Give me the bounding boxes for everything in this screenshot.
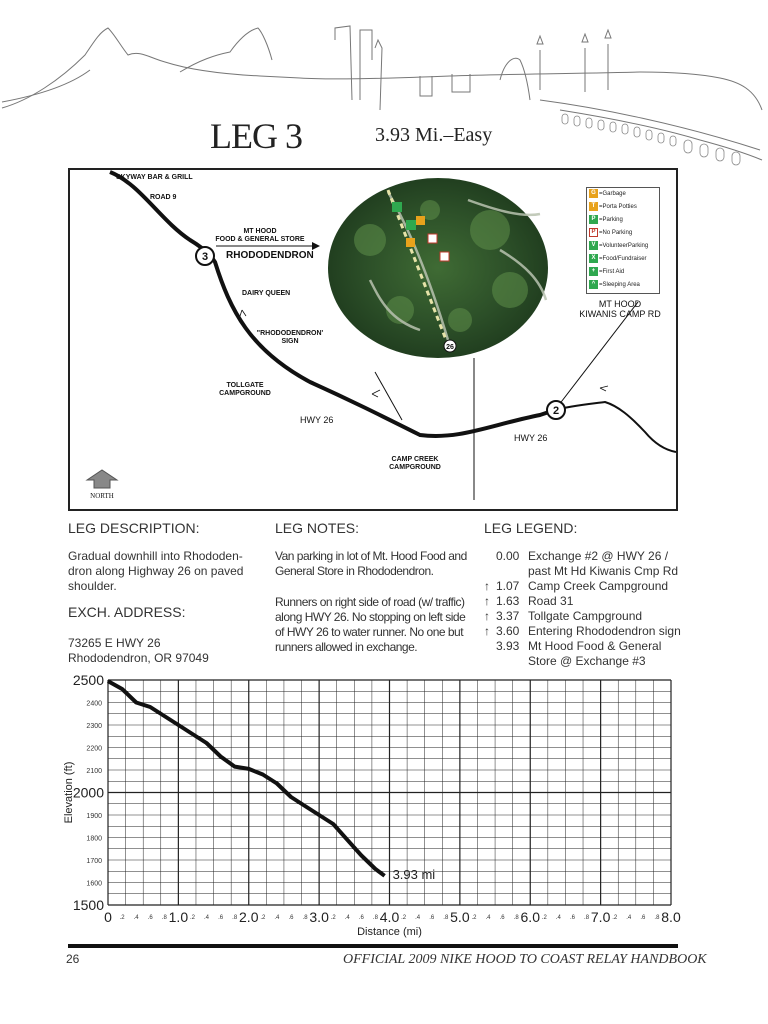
- label-hwy26-east: HWY 26: [514, 433, 548, 443]
- y-tick-label: 2500: [72, 672, 104, 688]
- first-aid-icon: +: [589, 267, 598, 276]
- y-tick-label: 2100: [86, 768, 102, 775]
- leg-description-text: Gradual downhill into Rhododen- dron along Highway 26 on paved shoulder.: [68, 549, 244, 593]
- y-tick-label: 2300: [86, 723, 102, 730]
- y-tick-label: 1700: [86, 858, 102, 865]
- chart-x-axis-label: Distance (mi): [357, 926, 422, 938]
- leg-legend-row: ↑ 3.60 Entering Rhododendron sign: [484, 624, 681, 638]
- x-tick-label: .4: [626, 915, 632, 921]
- leg-title: LEG 3: [210, 116, 302, 156]
- x-tick-label: .2: [401, 915, 407, 921]
- footer-rule: [68, 944, 678, 948]
- y-tick-label: 2400: [86, 700, 102, 708]
- x-tick-label: 7.0: [590, 909, 611, 925]
- x-tick-label: .4: [274, 915, 280, 921]
- parking-symbol: [392, 202, 402, 212]
- x-tick-label: .8: [161, 915, 167, 921]
- no-parking-symbol: [428, 234, 437, 243]
- x-tick-label: .6: [288, 915, 294, 921]
- elevation-profile-line: [108, 681, 385, 876]
- leg-legend-row: 3.93 Mt Hood Food & General: [496, 639, 662, 653]
- leg-notes-heading: LEG NOTES:: [275, 520, 360, 536]
- porta-potty-icon: T: [589, 202, 598, 211]
- x-tick-label: 1.0: [168, 909, 189, 925]
- leg-legend-row: ↑ 1.07 Camp Creek Campground: [484, 579, 669, 593]
- x-tick-label: .2: [119, 915, 125, 921]
- exchange-2-number: 2: [552, 405, 560, 417]
- legend-first-aid: + =First Aid: [589, 267, 624, 278]
- porta-potty-symbol: [416, 216, 425, 225]
- label-kiwanis-line1: MT HOOD: [598, 299, 642, 309]
- exchange-3-number: 3: [201, 251, 209, 263]
- x-tick-label: .8: [654, 915, 660, 921]
- x-tick-label: .2: [541, 915, 547, 921]
- no-parking-icon: P: [589, 228, 598, 237]
- x-tick-label: .2: [260, 915, 266, 921]
- leg-legend-row: ↑ 1.63 Road 31: [484, 594, 574, 608]
- x-tick-label: .6: [640, 915, 646, 921]
- leg-description-heading: LEG DESCRIPTION:: [68, 520, 200, 536]
- exchange-address-text: 73265 E HWY 26 Rhododendron, OR 97049: [68, 636, 209, 665]
- y-tick-label: 1800: [86, 835, 102, 843]
- x-tick-label: .4: [415, 915, 421, 921]
- x-tick-label: 0: [104, 909, 112, 925]
- no-parking-symbol: [440, 252, 449, 261]
- x-tick-label: .2: [189, 915, 195, 921]
- label-north: NORTH: [90, 492, 114, 500]
- label-dairy-queen: DAIRY QUEEN: [242, 290, 291, 297]
- leg-legend-list: [484, 549, 684, 669]
- x-tick-label: .2: [330, 915, 336, 921]
- label-hwy26-west: HWY 26: [300, 415, 334, 425]
- legend-parking: P =Parking: [589, 215, 623, 226]
- chart-grid: [108, 680, 671, 905]
- parking-symbol: [406, 220, 416, 230]
- leg-legend-heading: LEG LEGEND:: [484, 520, 578, 536]
- garbage-icon: G: [589, 189, 598, 198]
- x-tick-label: .6: [429, 915, 435, 921]
- x-tick-label: .8: [584, 915, 590, 921]
- x-tick-label: 2.0: [239, 909, 259, 925]
- label-rhododendron: RHODODENDRON: [226, 250, 314, 261]
- label-campcreek-line1: CAMP CREEK: [391, 456, 439, 463]
- label-store-line2: FOOD & GENERAL STORE: [215, 236, 305, 243]
- label-sign-line2: SIGN: [281, 338, 299, 345]
- legend-garbage: G =Garbage: [589, 189, 626, 200]
- x-tick-label: .8: [372, 915, 378, 921]
- x-tick-label: .8: [513, 915, 519, 921]
- chart-y-axis-label: Elevation (ft): [63, 761, 75, 824]
- parking-icon: P: [589, 215, 598, 224]
- leg-legend-row: ↑ 3.37 Tollgate Campground: [484, 609, 643, 623]
- sleeping-area-icon: ^: [589, 280, 598, 289]
- x-tick-label: 4.0: [379, 909, 400, 925]
- x-tick-label: .4: [344, 915, 350, 921]
- x-tick-label: .4: [485, 915, 491, 921]
- legend-sleeping-area: ^ =Sleeping Area: [589, 280, 640, 291]
- y-tick-label: 1900: [86, 813, 102, 820]
- y-tick-label: 1600: [86, 880, 102, 888]
- hwy26-road: [552, 402, 676, 452]
- label-tollgate-line1: TOLLGATE: [226, 382, 264, 389]
- garbage-symbol: [406, 238, 415, 247]
- leg-notes-paragraph-1: Van parking in lot of Mt. Hood Food and General Store in Rhododendron.: [275, 549, 467, 578]
- leg-legend-row: 0.00 Exchange #2 @ HWY 26 /: [496, 549, 669, 563]
- handbook-title: OFFICIAL 2009 NIKE HOOD TO COAST RELAY HANDBOOK: [343, 952, 707, 967]
- x-tick-label: .4: [555, 915, 561, 921]
- label-tollgate-line2: CAMPGROUND: [219, 390, 271, 397]
- x-tick-label: .8: [302, 915, 308, 921]
- volunteer-parking-icon: V: [589, 241, 598, 250]
- x-tick-label: .6: [358, 915, 364, 921]
- x-tick-label: 3.0: [309, 909, 329, 925]
- legend-porta-potties: T =Porta Potties: [589, 202, 637, 213]
- x-tick-label: .4: [204, 915, 210, 921]
- north-arrow-icon: [87, 470, 117, 488]
- inset-hwy-number: 26: [446, 344, 454, 351]
- leg-notes-paragraph-2: Runners on right side of road (w/ traffic) along HWY 26. No stopping on left side of HWY 26 to water runner. No one but runners allowed in exchange.: [275, 595, 466, 654]
- x-tick-label: .4: [133, 915, 139, 921]
- route-map: [68, 168, 678, 511]
- x-tick-label: .2: [612, 915, 618, 921]
- exchange-address-heading: EXCH. ADDRESS:: [68, 604, 186, 620]
- x-tick-label: 6.0: [520, 909, 540, 925]
- x-tick-label: .8: [443, 915, 449, 921]
- label-road9: ROAD 9: [150, 194, 177, 201]
- label-skyway: SKYWAY BAR & GRILL: [116, 174, 193, 181]
- label-kiwanis-line2: KIWANIS CAMP RD: [579, 309, 661, 319]
- x-tick-label: 8.0: [661, 909, 681, 925]
- food-icon: X: [589, 254, 598, 263]
- legend-food: X =Food/Fundraiser: [589, 254, 647, 265]
- chart-end-annotation: 3.93 mi: [392, 866, 436, 882]
- y-tick-label: 2000: [72, 784, 104, 801]
- label-store-line1: MT HOOD: [243, 228, 277, 235]
- x-tick-label: .2: [471, 915, 477, 921]
- label-campcreek-line2: CAMPGROUND: [389, 464, 441, 471]
- leg-distance-difficulty: 3.93 Mi.–Easy: [375, 124, 493, 146]
- chart-tick-labels: [73, 672, 681, 925]
- y-tick-label: 1500: [72, 897, 104, 913]
- y-tick-label: 2200: [86, 745, 102, 753]
- x-tick-label: .6: [499, 915, 505, 921]
- legend-no-parking: P =No Parking: [589, 228, 632, 239]
- leg-legend-row-cont: past Mt Hd Kiwanis Cmp Rd: [528, 564, 679, 578]
- elevation-chart: [58, 668, 690, 944]
- page-number: 26: [66, 952, 80, 966]
- x-tick-label: .6: [218, 915, 224, 921]
- legend-volunteer-parking: V =VolunteerParking: [589, 241, 648, 252]
- x-tick-label: 5.0: [450, 909, 470, 925]
- x-tick-label: .8: [232, 915, 238, 921]
- map-symbol-legend: [586, 187, 660, 294]
- label-sign-line1: "RHODODENDRON': [256, 330, 324, 337]
- x-tick-label: .6: [569, 915, 575, 921]
- leg-legend-row-cont: Store @ Exchange #3: [528, 654, 646, 668]
- x-tick-label: .6: [147, 915, 153, 921]
